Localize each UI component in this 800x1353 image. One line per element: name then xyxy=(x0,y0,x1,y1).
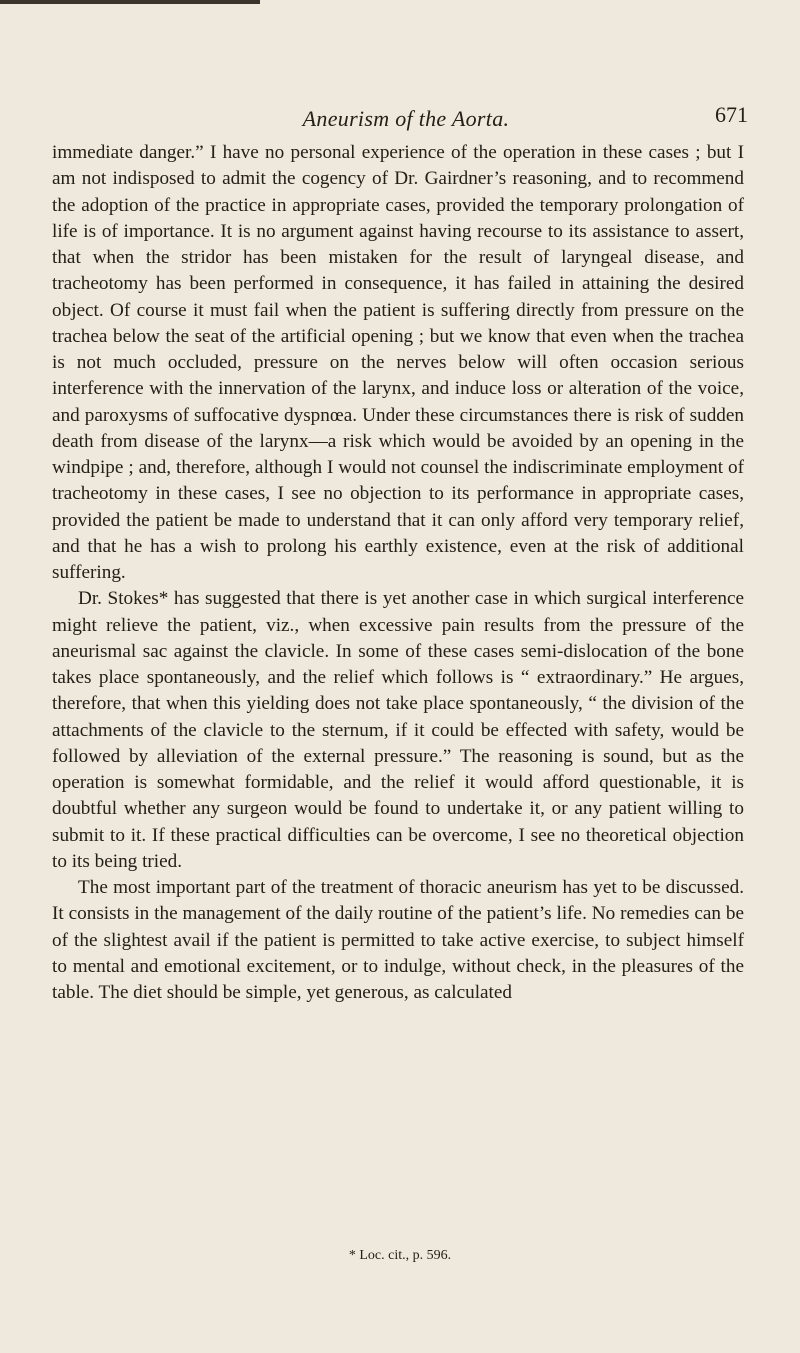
paragraph-3: The most important part of the treatment of thoracic aneurism has yet to be discussed. It consists in the management of the daily routine of the patient’s life. No remedies can be of the slightest avail if the patient is permitted to take active exercise, to subject himself to mental and emotional excitement, or to indulge, without check, in the pleasures of the table. The diet should be simple, yet generous, as calculated xyxy=(52,877,744,1003)
running-head-title: Aneurism of the Aorta. xyxy=(302,106,510,131)
body-text xyxy=(52,140,744,1006)
footnote: * Loc. cit., p. 596. xyxy=(348,1248,452,1263)
paragraph-2: Dr. Stokes* has suggested that there is yet another case in which surgical interference might relieve the patient, viz., when excessive pain results from the pressure of the aneurismal sac against the clavicle. In some of these cases semi-dislocation of the bone takes place spontaneously, and the relief which follows is “ extraordinary.” He argues, therefore, that when this yielding does not take place spontaneously, “ the division of the attachments of the clavicle to the sternum, if it could be effected with safety, would be followed by alleviation of the external pressure.” The reasoning is sound, but as the operation is somewhat formidable, and the relief it would afford questionable, it is doubtful whether any surgeon would be found to undertake it, or any patient willing to submit to it. If these practical difficulties can be overcome, I see no theoretical objection to its being tried. xyxy=(52,588,744,872)
running-head xyxy=(56,102,756,136)
paragraph-1: immediate danger.” I have no personal experience of the operation in these cases ; but I am not indisposed to admit the cogency of Dr. Gairdner’s reasoning, and to recommend the adoption of the practice in appropriate cases, provided the temporary prolongation of life is of importance. It is no argument against having recourse to its assistance to assert, that when the stridor has been mistaken for the result of laryngeal disease, and tracheotomy has been performed in consequence, it has failed in attaining the desired object. Of course it must fail when the patient is suffering directly from pressure on the trachea below the seat of the artificial opening ; but we know that even when the trachea is not much occluded, pressure on the nerves below will often occasion serious interference with the innervation of the larynx, and induce loss or alteration of the voice, and paroxysms of suffocative dyspnœa. Under these circumstances there is risk of sudden death from disease of the larynx—a risk which would be avoided by an opening in the windpipe ; and, therefore, although I would not counsel the indiscriminate employment of tracheotomy in these cases, I see no objection to its performance in appropriate cases, provided the patient be made to understand that it can only afford very temporary relief, and that he has a wish to prolong his earthly existence, even at the risk of additional suffering. xyxy=(52,142,744,583)
page-number: 671 xyxy=(715,102,748,127)
page-top-edge xyxy=(0,0,260,4)
